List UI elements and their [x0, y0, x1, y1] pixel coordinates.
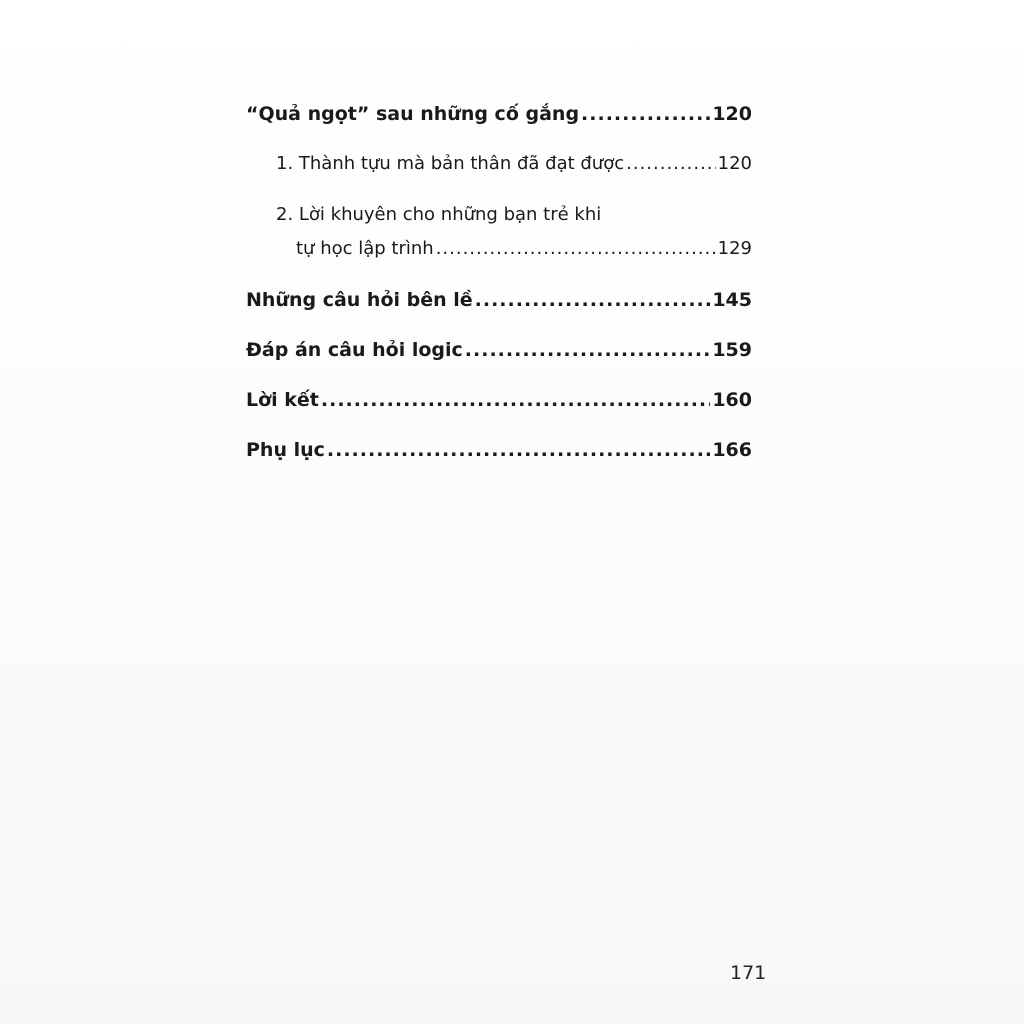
toc-entry-line2 — [276, 232, 752, 266]
toc-entry-cau-hoi-ben-le — [246, 284, 752, 334]
toc-entry-page: 129 — [717, 238, 752, 259]
toc-entry-phu-luc — [246, 434, 752, 484]
toc-entry-page: 159 — [712, 339, 752, 361]
toc-leader-dots — [321, 384, 710, 416]
toc-entry-page: 120 — [712, 103, 752, 125]
toc-leader-dots — [465, 334, 711, 366]
toc-entry-title: Những câu hỏi bên lề — [246, 289, 473, 311]
toc-entry-title-line2: tự học lập trình — [296, 238, 434, 259]
toc-leader-dots — [475, 284, 711, 316]
table-of-contents — [246, 98, 752, 484]
toc-entry-title: Phụ lục — [246, 439, 325, 461]
toc-leader-dots — [581, 98, 710, 130]
toc-entry-thanh-tuu — [246, 148, 752, 198]
toc-entry-loi-ket — [246, 384, 752, 434]
toc-leader-dots — [436, 232, 716, 266]
toc-entry-page: 145 — [712, 289, 752, 311]
toc-entry-page: 160 — [712, 389, 752, 411]
toc-entry-page: 120 — [717, 153, 752, 174]
toc-entry-qua-ngot — [246, 98, 752, 148]
toc-entry-page: 166 — [712, 439, 752, 461]
page-number: 171 — [730, 962, 767, 984]
toc-entry-title: Đáp án câu hỏi logic — [246, 339, 463, 361]
toc-leader-dots — [626, 148, 716, 180]
toc-entry-title: 1. Thành tựu mà bản thân đã đạt được — [276, 153, 625, 174]
toc-entry-title: “Quả ngọt” sau những cố gắng — [246, 103, 580, 125]
toc-entry-loi-khuyen — [246, 198, 752, 284]
toc-entry-title-line1: 2. Lời khuyên cho những bạn trẻ khi — [276, 204, 602, 225]
toc-leader-dots — [327, 434, 710, 466]
toc-entry-dap-an — [246, 334, 752, 384]
toc-entry-title: Lời kết — [246, 389, 319, 411]
